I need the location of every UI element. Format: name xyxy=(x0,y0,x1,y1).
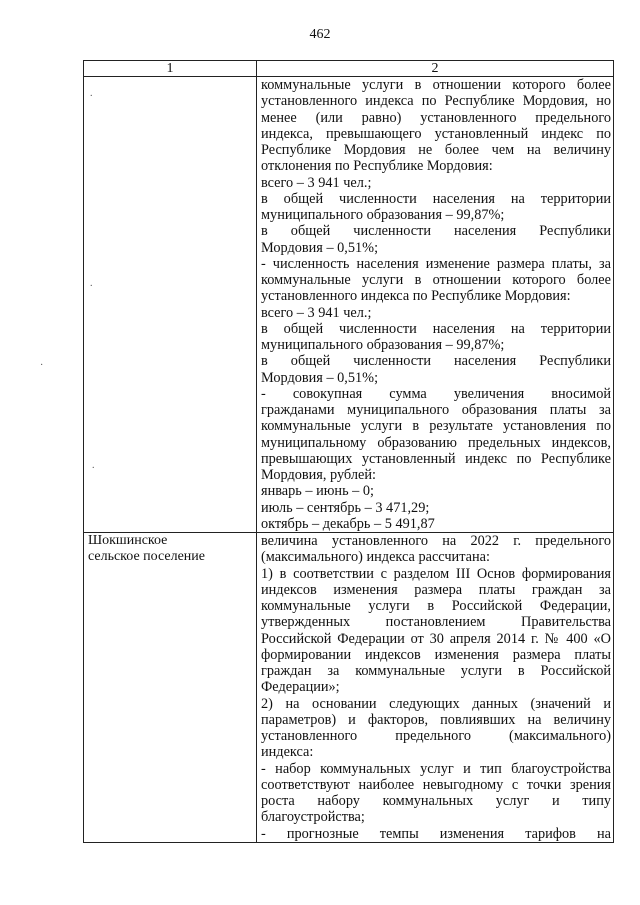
municipality-name-line: сельское поселение xyxy=(88,549,205,565)
text-line: величина установленного на 2022 г. предельного xyxy=(261,533,611,549)
scan-speck: · xyxy=(40,360,44,371)
text-line: индекса: xyxy=(261,744,314,761)
text-line: в общей численности населения Республики xyxy=(261,223,611,240)
text-line: Мордовия, рублей: xyxy=(261,467,376,483)
scan-speck: . xyxy=(90,278,93,289)
text-line: муниципальному образованию предельных индексов, xyxy=(261,434,611,451)
text-line: параметров) и факторов, повлиявших на величину xyxy=(261,711,611,728)
table-row xyxy=(84,533,614,843)
header-col1: 1 xyxy=(84,61,257,77)
text-line: индексов изменения размера платы граждан за xyxy=(261,581,611,598)
text-line: - совокупная сумма увеличения вносимой xyxy=(261,385,611,402)
municipality-cell xyxy=(84,77,257,533)
table-row xyxy=(84,77,614,533)
scan-speck: . xyxy=(90,88,93,99)
municipality-name-line: Шокшинское xyxy=(88,533,168,548)
text-line: установленного индекса по Республике Мордовия: xyxy=(261,288,571,305)
text-line: менее (или равно) установленного предельного xyxy=(261,109,611,126)
header-col2: 2 xyxy=(257,61,614,77)
text-line: всего – 3 941 чел.; xyxy=(261,174,372,191)
text-line: Республике Мордовия не более чем на величину xyxy=(261,142,611,158)
text-line: 2) на основании следующих данных (значений и xyxy=(261,695,611,712)
text-line: коммунальные услуги в Российской Федерации, xyxy=(261,598,611,614)
text-line: индекса, превышающего установленный индекс по xyxy=(261,125,611,142)
page-number: 462 xyxy=(309,27,331,42)
text-line: благоустройства; xyxy=(261,809,365,826)
text-line: - набор коммунальных услуг и тип благоустройства xyxy=(261,760,611,777)
text-line: - численность населения изменение размера платы, за xyxy=(261,255,611,272)
document-table xyxy=(83,60,614,843)
text-line: коммунальные услуги в отношении которого более xyxy=(261,272,611,288)
text-line: в общей численности населения Республики xyxy=(261,353,611,370)
text-line: Мордовия – 0,51%; xyxy=(261,369,379,386)
municipality-cell xyxy=(84,533,257,843)
description-cell xyxy=(257,77,614,533)
text-line: коммунальные услуги в отношении которого более xyxy=(261,77,611,93)
text-line: установленного индекса по Республике Мордовия, но xyxy=(261,93,611,110)
text-line: Федерации»; xyxy=(261,679,340,696)
text-line: формировании индексов изменения размера платы xyxy=(261,646,611,663)
scan-speck: . xyxy=(92,460,95,471)
text-line: июль – сентябрь – 3 471,29; xyxy=(261,499,430,516)
text-line: - прогнозные темпы изменения тарифов на xyxy=(261,825,611,842)
text-line: в общей численности населения на территории xyxy=(261,320,611,337)
text-line: (максимального) индекса рассчитана: xyxy=(261,549,490,566)
text-line: граждан за коммунальные услуги в Российской xyxy=(261,663,611,679)
text-line: всего – 3 941 чел.; xyxy=(261,304,372,321)
text-line: 1) в соответствии с разделом III Основ формирования xyxy=(261,565,611,582)
text-line: превышающих установленный индекс по Республике xyxy=(261,450,611,467)
text-line: соответствуют наиболее невыгодному с точки зрения xyxy=(261,776,611,793)
text-line: утвержденных постановлением Правительства xyxy=(261,614,611,631)
text-line: муниципального образования – 99,87%; xyxy=(261,207,505,223)
text-line: Российской Федерации от 30 апреля 2014 г. № 400 «О xyxy=(261,630,611,647)
text-line: отклонения по Республике Мордовия: xyxy=(261,158,493,175)
text-line: муниципального образования – 99,87%; xyxy=(261,337,505,353)
text-line: январь – июнь – 0; xyxy=(261,483,375,500)
text-line: Мордовия – 0,51%; xyxy=(261,239,379,256)
text-line: октябрь – декабрь – 5 491,87 xyxy=(261,515,435,532)
text-line: гражданами муниципального образования платы за xyxy=(261,402,611,418)
description-cell xyxy=(257,533,614,843)
text-line: роста набору коммунальных услуг и типу xyxy=(261,793,611,809)
text-line: в общей численности населения на территории xyxy=(261,190,611,207)
table-header-row xyxy=(84,61,614,77)
text-line: установленного предельного (максимального) xyxy=(261,728,611,744)
text-line: коммунальные услуги в результате установления по xyxy=(261,418,611,435)
